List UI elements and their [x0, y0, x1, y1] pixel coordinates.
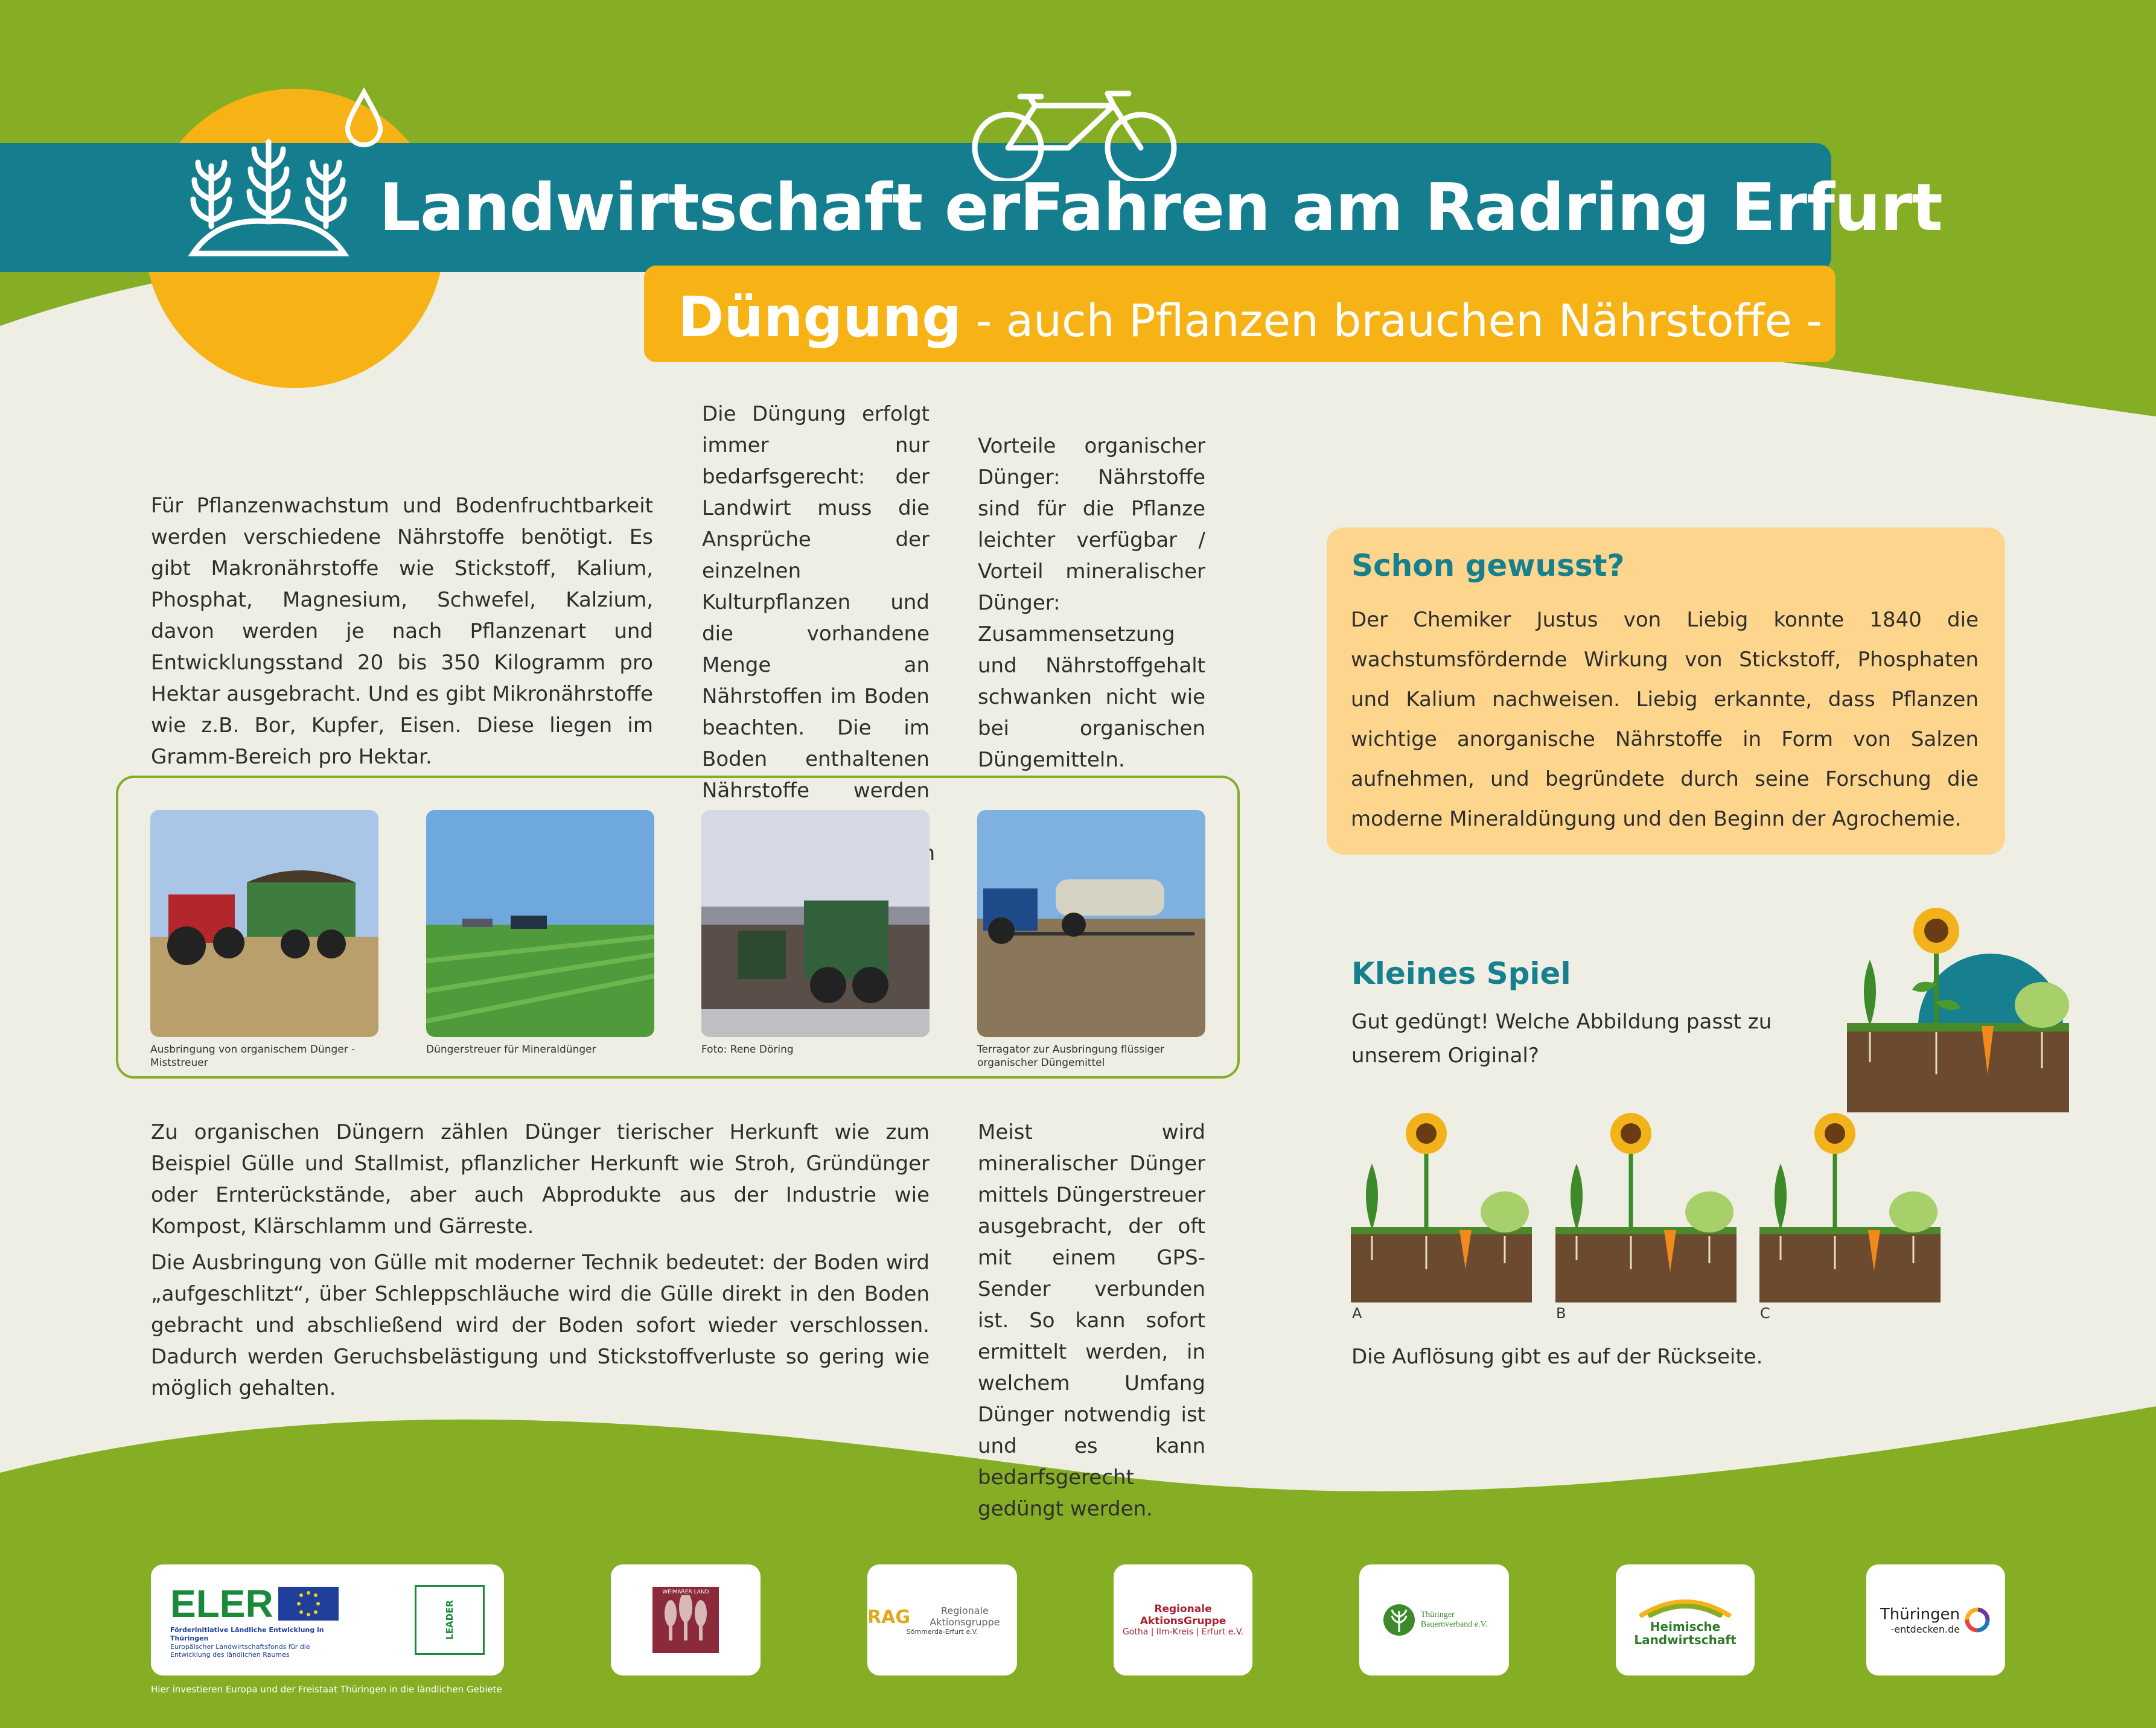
bauernverband-logo [1359, 1564, 1509, 1675]
photo-caption-2: Düngerstreuer für Mineraldünger [426, 1044, 596, 1056]
game-option-b-label: B [1556, 1305, 1566, 1322]
thueringen-text-2: -entdecken.de [1890, 1623, 1960, 1635]
eu-flag-icon [278, 1587, 339, 1621]
game-question: Gut gedüngt! Welche Abbildung passt zu unserem Original? [1351, 1010, 1772, 1068]
game-option-a-image [1351, 1109, 1532, 1302]
info-text: Der Chemiker Justus von Liebig konnte 1840 die wachstumsfördernde Wirkung von Stickstoff, Phosphaten und Kalium nachweisen. Liebig erkannte, dass Pflanzen wichtige anorganische Nährstoffe in Form von Salzen aufnehmen, und begründete durch seine Forschung die moderne Mineraldüngung und den Beginn der Agrochemie. [1351, 608, 1979, 831]
heimische-text-1: Heimische [1650, 1619, 1721, 1634]
lower-col-3: Meist wird mineralischer Dünger mittels Düngerstreuer ausgebracht, der oft mit einem GPS-Sender verbunden ist. So kann sofort ermittelt werden, in welchem Umfang Dünger notwendig ist und es kann bedarfsgerecht gedüngt werden. [978, 1120, 1205, 1521]
subtitle-rest: - auch Pflanzen brauchen Nährstoffe - [962, 295, 1823, 347]
weimarer-land-logo [611, 1564, 761, 1675]
page-title: Landwirtschaft erFahren am Radring Erfurt [379, 170, 1942, 246]
rag2-sub: Gotha | Ilm-Kreis | Erfurt e.V. [1122, 1627, 1244, 1637]
game-original-image [1846, 893, 2070, 1114]
thueringen-text-1: Thüringen [1880, 1605, 1960, 1624]
leader-logo-text: LEADER [444, 1600, 455, 1640]
bauernverband-text-2: Bauernverband e.V. [1420, 1620, 1488, 1629]
weimarer-land-text: WEIMARER LAND [662, 1589, 709, 1595]
subtitle-bold: Düngung [678, 285, 962, 349]
game-option-c-image [1759, 1109, 1941, 1302]
eler-logo [170, 1581, 345, 1659]
photo-field-tractors [701, 810, 930, 1037]
photo-caption-1: Ausbringung von organischem Dünger - Miststreuer [150, 1044, 356, 1069]
photo-terragator [977, 810, 1205, 1037]
eler-subtitle-1: Förderinitiative Ländliche Entwicklung in Thüringen [170, 1626, 324, 1642]
lower-paragraph-1: Zu organischen Düngern zählen Dünger tierischer Herkunft wie zum Beispiel Gülle und Stallmist, pflanzlicher Herkunft wie Stroh, Gründünger oder Ernterückstände, aber auch Abprodukte aus der Industrie wie Kompost, Klärschlamm und Gärreste. [151, 1120, 930, 1239]
photo-fertilizer-spreader [426, 810, 654, 1037]
eler-logo-text: ELER [170, 1582, 273, 1625]
rag2-title: Regionale AktionsGruppe [1140, 1603, 1226, 1627]
bauernverband-text-1: Thüringer [1420, 1610, 1455, 1619]
eler-subtitle-2: Europäischer Landwirtschaftsfonds für die Entwicklung des ländlichen Raumes [170, 1643, 310, 1659]
game-solution-note: Die Auflösung gibt es auf der Rückseite. [1351, 1345, 1763, 1369]
bicycle-icon [963, 91, 1186, 181]
rag-sub-text: Sömmerda-Erfurt e.V. [906, 1627, 978, 1636]
water-drop-icon [343, 88, 385, 148]
eler-leader-logo [151, 1564, 504, 1675]
rag-gotha-logo [1114, 1564, 1252, 1675]
page-subtitle [678, 285, 1822, 349]
wheat-leaf-icon [1381, 1602, 1417, 1638]
intro-col-1: Für Pflanzenwachstum und Bodenfruchtbarkeit werden verschiedene Nährstoffe benötigt. Es gibt Makronährstoffe wie Stickstoff, Kalium, Phosphat, Magnesium, Schwefel, Kalzium, davon werden je nach Pflanzenart und Entwicklungsstand 20 bis 350 Kilogramm pro Hektar ausgebracht. Und es gibt Mikronährstoffe wie z.B. Bor, Kupfer, Eisen. Diese liegen im Gramm-Bereich pro Hektar. [151, 494, 653, 769]
rag-soemmerda-logo [867, 1564, 1017, 1675]
color-ring-icon [1963, 1606, 1991, 1634]
heimische-landwirtschaft-logo [1616, 1564, 1755, 1675]
game-option-a-label: A [1352, 1305, 1362, 1322]
photo-manure-spreader [150, 810, 378, 1037]
leader-logo [415, 1585, 485, 1655]
thueringen-entdecken-logo [1866, 1564, 2005, 1675]
intro-col-3: Vorteile organischer Dünger: Nährstoffe sind für die Pflanze leichter verfügbar / Vorteil mineralischer Dünger: Zusammensetzung und Nährstoffgehalt schwanken nicht wie bei organischen Düngemitteln. [978, 434, 1205, 772]
rag-logo-mark: RAG [867, 1606, 910, 1628]
lower-paragraph-2: Die Ausbringung von Gülle mit moderner Technik bedeutet: der Boden wird „aufgeschlitzt“, über Schleppschläuche wird die Gülle direkt in den Boden gebracht und abschließend wird der Boden sofort wieder verschlossen. Dadurch werden Geruchsbelästigung und Stickstoffverluste so gering wie möglich gehalten. [151, 1251, 930, 1400]
game-option-c-label: C [1760, 1305, 1770, 1322]
heimische-text-2: Landwirtschaft [1634, 1633, 1737, 1647]
tree-icon [659, 1595, 713, 1644]
intro-col-2: Die Düngung erfolgt immer nur bedarfsgerecht: der Landwirt muss die Ansprüche der einzelnen Kulturpflanzen und die vorhandene Menge an Nährstoffen im Boden beachten. Die im Boden enthaltenen Nährstoffe werden [702, 402, 930, 803]
photo-caption-4: Terragator zur Ausbringung flüssiger organischer Düngemittel [977, 1044, 1165, 1069]
game-title: Kleines Spiel [1351, 956, 1571, 991]
wheat-icon [181, 112, 356, 260]
rag-main-text: Regionale Aktionsgruppe [930, 1604, 1000, 1628]
info-title: Schon gewusst? [1351, 548, 1625, 583]
photo-caption-3: Foto: Rene Döring [701, 1044, 794, 1056]
game-option-b-image [1555, 1109, 1737, 1302]
rainbow-icon [1634, 1593, 1737, 1618]
footer-note: Hier investieren Europa und der Freistaat Thüringen in die ländlichen Gebiete [151, 1684, 502, 1695]
